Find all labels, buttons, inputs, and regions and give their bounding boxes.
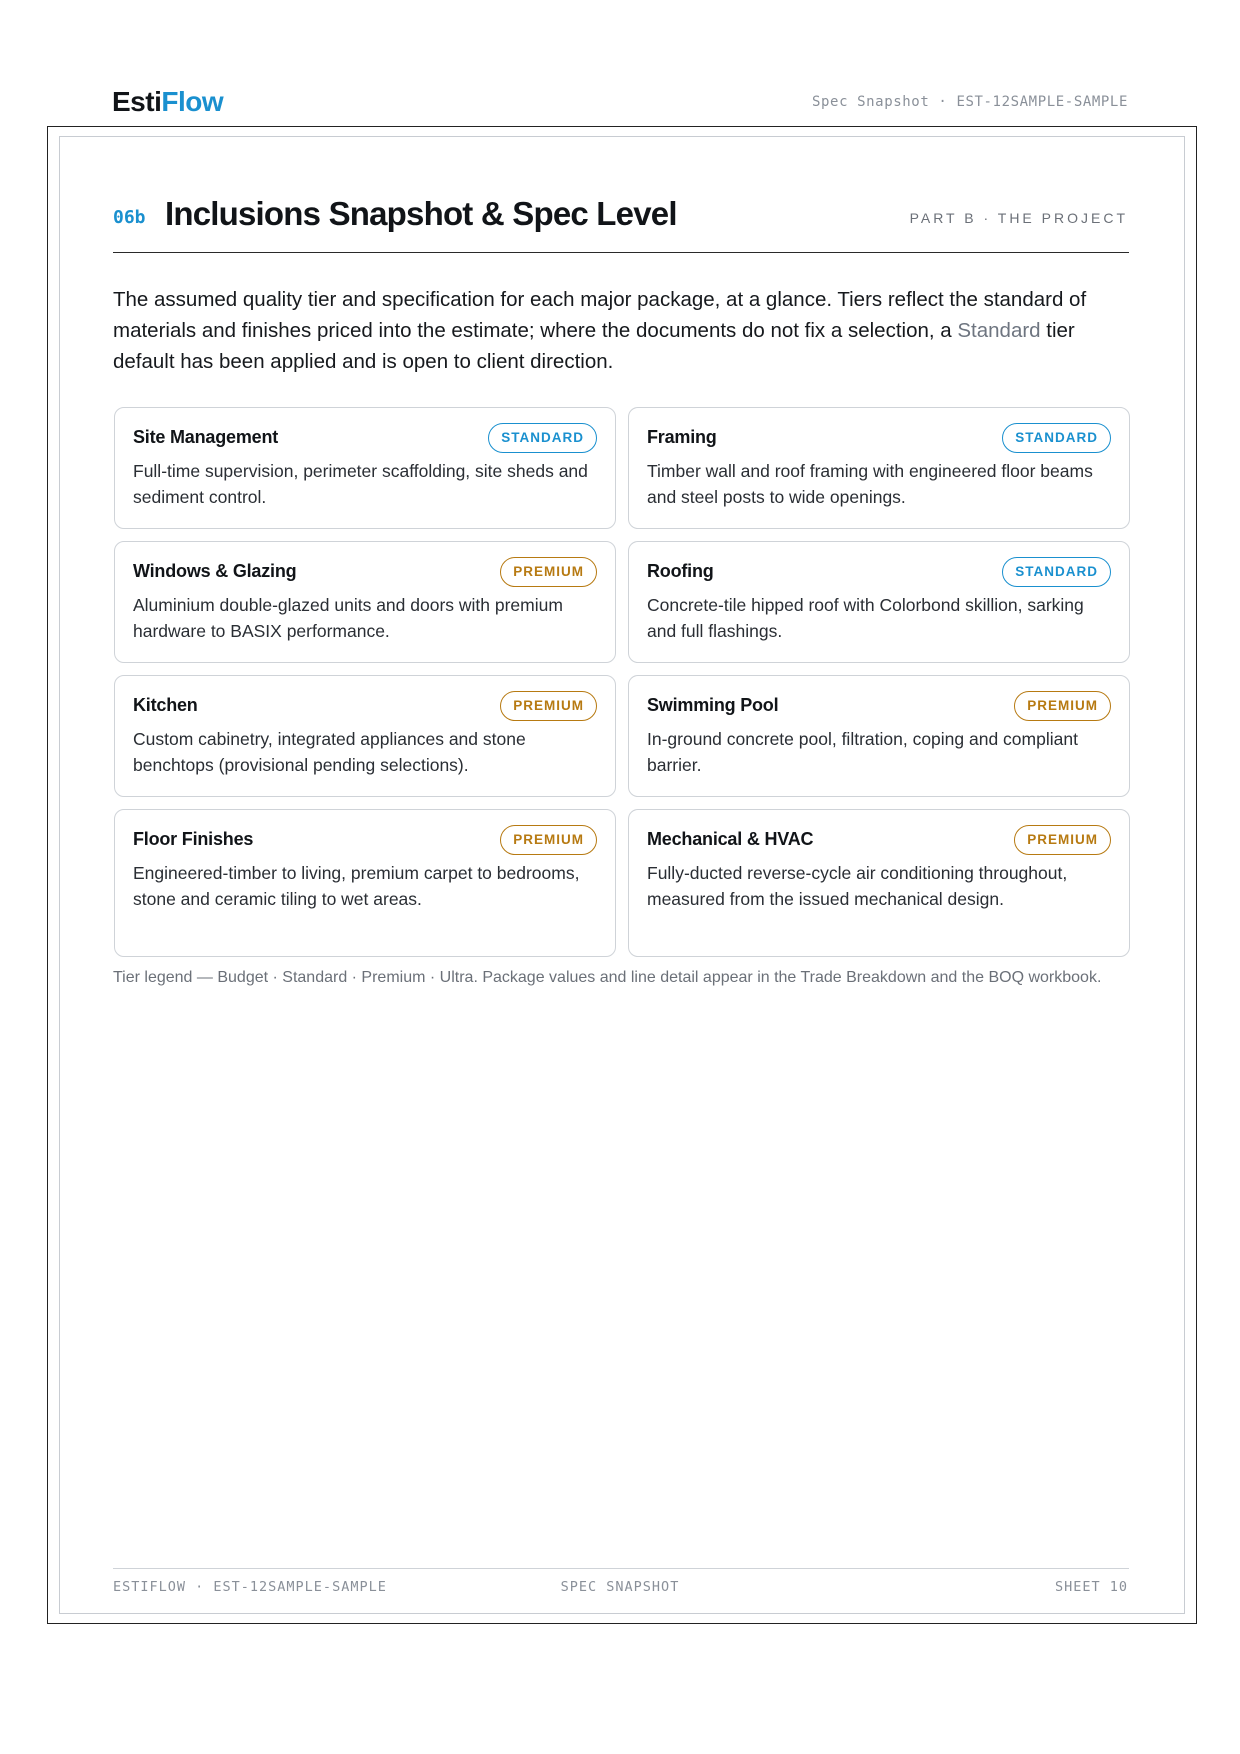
tier-badge: PREMIUM xyxy=(500,825,597,855)
footer-left: ESTIFLOW · EST-12SAMPLE-SAMPLE xyxy=(113,1579,387,1595)
footer-divider xyxy=(113,1568,1129,1569)
tier-badge: PREMIUM xyxy=(500,557,597,587)
package-title: Windows & Glazing xyxy=(133,561,297,581)
package-title: Floor Finishes xyxy=(133,829,254,849)
package-title: Kitchen xyxy=(133,695,198,715)
package-description: Concrete-tile hipped roof with Colorbond skillion, sarking and full flashings. xyxy=(647,595,1084,641)
package-title: Site Management xyxy=(133,427,279,447)
tier-badge: STANDARD xyxy=(488,423,597,453)
package-card xyxy=(114,675,616,797)
package-title: Framing xyxy=(647,427,717,447)
package-description: Timber wall and roof framing with engineered floor beams and steel posts to wide openings. xyxy=(647,461,1093,507)
package-title: Swimming Pool xyxy=(647,695,779,715)
section-title: Inclusions Snapshot & Spec Level xyxy=(165,195,677,232)
intro-highlight: Standard xyxy=(957,319,1041,342)
brand-logo-part2: Flow xyxy=(161,86,224,117)
footer-center: SPEC SNAPSHOT xyxy=(560,1579,680,1595)
package-card xyxy=(628,809,1130,957)
package-card xyxy=(114,541,616,663)
footer-right: SHEET 10 xyxy=(1054,1579,1128,1595)
tier-legend: Tier legend — Budget · Standard · Premium · Ultra. Package values and line detail appear in the Trade Breakdown and the BOQ workbook. xyxy=(113,969,1102,986)
intro-text-before: The assumed quality tier and specification for each major package, at a glance. Tiers reflect the standard of materials and finishes priced into the estimate; where the documents do not fix a selection, a xyxy=(113,288,1087,342)
tier-badge: PREMIUM xyxy=(500,691,597,721)
intro-paragraph xyxy=(113,284,1129,377)
package-description: Engineered-timber to living, premium carpet to bedrooms, stone and ceramic tiling to wet areas. xyxy=(133,863,580,909)
tier-badge: STANDARD xyxy=(1002,557,1111,587)
section-divider xyxy=(113,252,1129,253)
package-description: Custom cabinetry, integrated appliances and stone benchtops (provisional pending selections). xyxy=(133,729,526,775)
package-card xyxy=(114,407,616,529)
intro-text-after: tier default has been applied and is open to client direction. xyxy=(113,319,1075,373)
section-number: 06b xyxy=(113,207,146,228)
tier-badge: PREMIUM xyxy=(1014,825,1111,855)
package-description: In-ground concrete pool, filtration, coping and compliant barrier. xyxy=(647,729,1078,775)
package-title: Mechanical & HVAC xyxy=(647,829,814,849)
package-card xyxy=(628,675,1130,797)
package-card xyxy=(114,809,616,957)
package-card xyxy=(628,407,1130,529)
header-meta: Spec Snapshot · EST-12SAMPLE-SAMPLE xyxy=(811,94,1128,110)
brand-logo xyxy=(112,86,223,118)
tier-badge: PREMIUM xyxy=(1014,691,1111,721)
package-description: Fully-ducted reverse-cycle air conditioning throughout, measured from the issued mechanical design. xyxy=(647,863,1068,909)
package-card xyxy=(628,541,1130,663)
tier-badge: STANDARD xyxy=(1002,423,1111,453)
package-description: Aluminium double-glazed units and doors with premium hardware to BASIX performance. xyxy=(133,595,563,641)
package-title: Roofing xyxy=(647,561,714,581)
brand-logo-part1: Esti xyxy=(112,86,162,117)
package-description: Full-time supervision, perimeter scaffolding, site sheds and sediment control. xyxy=(133,461,588,507)
section-part-label: PART B · THE PROJECT xyxy=(909,210,1128,226)
